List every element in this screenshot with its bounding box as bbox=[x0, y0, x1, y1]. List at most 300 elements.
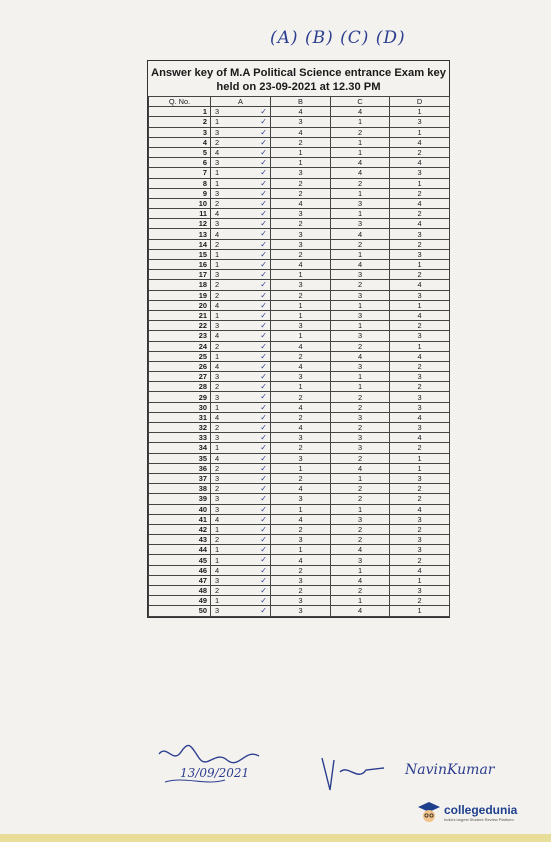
cell-b: 3 bbox=[271, 321, 331, 331]
tick-icon: ✓ bbox=[260, 555, 267, 565]
cell-b: 1 bbox=[271, 158, 331, 168]
cell-d: 2 bbox=[390, 382, 450, 392]
logo-tagline: India's largest Student Review Platform bbox=[444, 816, 514, 822]
table-row bbox=[149, 310, 450, 320]
answer-value: 3 bbox=[215, 575, 220, 585]
answer-value: 1 bbox=[215, 402, 220, 412]
cell-d: 1 bbox=[390, 575, 450, 585]
tick-icon: ✓ bbox=[260, 310, 267, 320]
answer-value: 4 bbox=[215, 361, 220, 371]
cell-c: 2 bbox=[331, 127, 390, 137]
cell-c: 3 bbox=[331, 198, 390, 208]
cell-c: 2 bbox=[331, 535, 390, 545]
cell-a bbox=[211, 300, 271, 310]
tick-icon: ✓ bbox=[260, 321, 267, 331]
cell-d: 2 bbox=[390, 443, 450, 453]
cell-d: 2 bbox=[390, 209, 450, 219]
table-row bbox=[149, 209, 450, 219]
answer-value: 3 bbox=[215, 107, 220, 117]
header-c: C bbox=[331, 97, 390, 107]
cell-d: 1 bbox=[390, 341, 450, 351]
tick-icon: ✓ bbox=[260, 249, 267, 259]
cell-d: 3 bbox=[390, 535, 450, 545]
cell-b: 1 bbox=[271, 382, 331, 392]
table-row bbox=[149, 239, 450, 249]
tick-icon: ✓ bbox=[260, 361, 267, 371]
cell-d: 3 bbox=[390, 249, 450, 259]
cell-b: 2 bbox=[271, 290, 331, 300]
cell-c: 3 bbox=[331, 514, 390, 524]
answer-value: 4 bbox=[215, 514, 220, 524]
cell-b: 3 bbox=[271, 494, 331, 504]
answer-value: 2 bbox=[215, 423, 220, 433]
cell-c: 3 bbox=[331, 331, 390, 341]
cell-b: 4 bbox=[271, 107, 331, 117]
cell-qno: 19 bbox=[149, 290, 211, 300]
answer-value: 4 bbox=[215, 148, 220, 158]
cell-a bbox=[211, 423, 271, 433]
answer-value: 4 bbox=[215, 300, 220, 310]
cell-a bbox=[211, 433, 271, 443]
table-row bbox=[149, 463, 450, 473]
cell-d: 4 bbox=[390, 219, 450, 229]
answer-value: 1 bbox=[215, 545, 220, 555]
answer-value: 2 bbox=[215, 382, 220, 392]
table-row bbox=[149, 260, 450, 270]
header-a: A bbox=[211, 97, 271, 107]
table-row bbox=[149, 361, 450, 371]
cell-c: 4 bbox=[331, 158, 390, 168]
cell-a bbox=[211, 565, 271, 575]
cell-qno: 2 bbox=[149, 117, 211, 127]
cell-qno: 7 bbox=[149, 168, 211, 178]
table-row bbox=[149, 249, 450, 259]
cell-d: 4 bbox=[390, 137, 450, 147]
cell-d: 2 bbox=[390, 239, 450, 249]
table-row bbox=[149, 127, 450, 137]
tick-icon: ✓ bbox=[260, 300, 267, 310]
answer-value: 4 bbox=[215, 229, 220, 239]
cell-qno: 38 bbox=[149, 484, 211, 494]
answer-value: 3 bbox=[215, 188, 220, 198]
cell-c: 2 bbox=[331, 453, 390, 463]
cell-qno: 18 bbox=[149, 280, 211, 290]
cell-b: 3 bbox=[271, 239, 331, 249]
tick-icon: ✓ bbox=[260, 412, 267, 422]
cell-qno: 41 bbox=[149, 514, 211, 524]
answer-key-sheet bbox=[147, 60, 450, 618]
tick-icon: ✓ bbox=[260, 198, 267, 208]
cell-a bbox=[211, 453, 271, 463]
cell-qno: 49 bbox=[149, 596, 211, 606]
cell-qno: 34 bbox=[149, 443, 211, 453]
cell-a bbox=[211, 239, 271, 249]
answer-value: 2 bbox=[215, 280, 220, 290]
cell-a bbox=[211, 586, 271, 596]
cell-a bbox=[211, 494, 271, 504]
table-row bbox=[149, 484, 450, 494]
table-row bbox=[149, 392, 450, 402]
cell-a bbox=[211, 260, 271, 270]
answer-value: 2 bbox=[215, 198, 220, 208]
cell-b: 1 bbox=[271, 147, 331, 157]
cell-qno: 37 bbox=[149, 473, 211, 483]
answer-value: 3 bbox=[215, 494, 220, 504]
tick-icon: ✓ bbox=[260, 107, 267, 117]
cell-d: 2 bbox=[390, 484, 450, 494]
cell-a bbox=[211, 463, 271, 473]
cell-b: 3 bbox=[271, 117, 331, 127]
answer-value: 1 bbox=[215, 168, 220, 178]
cell-d: 3 bbox=[390, 117, 450, 127]
cell-qno: 12 bbox=[149, 219, 211, 229]
cell-c: 2 bbox=[331, 239, 390, 249]
cell-b: 2 bbox=[271, 443, 331, 453]
answer-value: 1 bbox=[215, 524, 220, 534]
tick-icon: ✓ bbox=[260, 524, 267, 534]
cell-qno: 15 bbox=[149, 249, 211, 259]
tick-icon: ✓ bbox=[260, 504, 267, 514]
table-row bbox=[149, 198, 450, 208]
cell-qno: 31 bbox=[149, 412, 211, 422]
cell-a bbox=[211, 178, 271, 188]
cell-a bbox=[211, 443, 271, 453]
cell-b: 2 bbox=[271, 249, 331, 259]
cell-d: 3 bbox=[390, 514, 450, 524]
cell-b: 2 bbox=[271, 412, 331, 422]
table-row bbox=[149, 504, 450, 514]
signature-date: 13/09/2021 bbox=[180, 766, 250, 780]
cell-b: 1 bbox=[271, 270, 331, 280]
table-row bbox=[149, 351, 450, 361]
table-row bbox=[149, 606, 450, 616]
cell-c: 1 bbox=[331, 249, 390, 259]
cell-c: 4 bbox=[331, 463, 390, 473]
table-row bbox=[149, 555, 450, 565]
cell-qno: 22 bbox=[149, 321, 211, 331]
answer-value: 3 bbox=[215, 158, 220, 168]
cell-a bbox=[211, 249, 271, 259]
cell-c: 2 bbox=[331, 494, 390, 504]
cell-a bbox=[211, 402, 271, 412]
cell-a bbox=[211, 321, 271, 331]
cell-d: 4 bbox=[390, 412, 450, 422]
cell-d: 4 bbox=[390, 504, 450, 514]
tick-icon: ✓ bbox=[260, 209, 267, 219]
cell-a bbox=[211, 504, 271, 514]
cell-qno: 46 bbox=[149, 565, 211, 575]
table-row bbox=[149, 219, 450, 229]
cell-b: 4 bbox=[271, 127, 331, 137]
cell-b: 1 bbox=[271, 504, 331, 514]
cell-c: 3 bbox=[331, 270, 390, 280]
cell-a bbox=[211, 290, 271, 300]
table-row bbox=[149, 433, 450, 443]
table-row bbox=[149, 147, 450, 157]
answer-value: 2 bbox=[215, 290, 220, 300]
cell-b: 4 bbox=[271, 402, 331, 412]
table-row bbox=[149, 168, 450, 178]
tick-icon: ✓ bbox=[260, 596, 267, 606]
table-row bbox=[149, 575, 450, 585]
cell-qno: 45 bbox=[149, 555, 211, 565]
cell-a bbox=[211, 270, 271, 280]
cell-b: 2 bbox=[271, 188, 331, 198]
table-row bbox=[149, 402, 450, 412]
header-d: D bbox=[390, 97, 450, 107]
cell-a bbox=[211, 341, 271, 351]
answer-value: 2 bbox=[215, 484, 220, 494]
answer-value: 4 bbox=[215, 209, 220, 219]
title-line-2: held on 23-09-2021 at 12.30 PM bbox=[216, 81, 381, 93]
answer-value: 3 bbox=[215, 270, 220, 280]
cell-a bbox=[211, 168, 271, 178]
answer-value: 2 bbox=[215, 463, 220, 473]
cell-qno: 33 bbox=[149, 433, 211, 443]
table-row bbox=[149, 565, 450, 575]
cell-a bbox=[211, 535, 271, 545]
cell-c: 1 bbox=[331, 188, 390, 198]
cell-c: 1 bbox=[331, 596, 390, 606]
cell-a bbox=[211, 127, 271, 137]
graduate-icon bbox=[417, 800, 441, 824]
cell-qno: 27 bbox=[149, 372, 211, 382]
cell-c: 1 bbox=[331, 372, 390, 382]
tick-icon: ✓ bbox=[260, 331, 267, 341]
cell-b: 2 bbox=[271, 473, 331, 483]
tick-icon: ✓ bbox=[260, 423, 267, 432]
cell-c: 4 bbox=[331, 229, 390, 239]
cell-d: 1 bbox=[390, 107, 450, 117]
table-row bbox=[149, 178, 450, 188]
table-row bbox=[149, 535, 450, 545]
cell-b: 4 bbox=[271, 423, 331, 433]
tick-icon: ✓ bbox=[260, 433, 267, 443]
cell-b: 3 bbox=[271, 280, 331, 290]
cell-a bbox=[211, 545, 271, 555]
table-row bbox=[149, 586, 450, 596]
tick-icon: ✓ bbox=[260, 586, 267, 595]
cell-a bbox=[211, 158, 271, 168]
tick-icon: ✓ bbox=[260, 463, 267, 473]
cell-c: 3 bbox=[331, 412, 390, 422]
tick-icon: ✓ bbox=[260, 188, 267, 198]
cell-c: 1 bbox=[331, 147, 390, 157]
cell-c: 2 bbox=[331, 484, 390, 494]
answer-value: 1 bbox=[215, 351, 220, 361]
cell-b: 4 bbox=[271, 555, 331, 565]
cell-qno: 6 bbox=[149, 158, 211, 168]
answer-value: 3 bbox=[215, 127, 220, 137]
table-row bbox=[149, 137, 450, 147]
cell-b: 3 bbox=[271, 453, 331, 463]
cell-c: 1 bbox=[331, 209, 390, 219]
table-body bbox=[149, 107, 450, 616]
cell-d: 3 bbox=[390, 586, 450, 596]
cell-qno: 35 bbox=[149, 453, 211, 463]
logo-name: collegedunia bbox=[444, 802, 518, 817]
cell-qno: 5 bbox=[149, 147, 211, 157]
cell-d: 4 bbox=[390, 310, 450, 320]
tick-icon: ✓ bbox=[260, 127, 267, 137]
cell-d: 2 bbox=[390, 361, 450, 371]
table-row bbox=[149, 331, 450, 341]
answer-value: 3 bbox=[215, 392, 220, 402]
table-row bbox=[149, 188, 450, 198]
cell-d: 2 bbox=[390, 596, 450, 606]
cell-a bbox=[211, 107, 271, 117]
cell-d: 1 bbox=[390, 178, 450, 188]
answer-value: 4 bbox=[215, 331, 220, 341]
cell-b: 1 bbox=[271, 463, 331, 473]
tick-icon: ✓ bbox=[260, 402, 267, 412]
cell-d: 3 bbox=[390, 402, 450, 412]
cell-d: 3 bbox=[390, 372, 450, 382]
cell-c: 2 bbox=[331, 392, 390, 402]
table-row bbox=[149, 372, 450, 382]
cell-a bbox=[211, 219, 271, 229]
cell-a bbox=[211, 555, 271, 565]
answer-value: 4 bbox=[215, 453, 220, 463]
table-row bbox=[149, 341, 450, 351]
cell-a bbox=[211, 188, 271, 198]
tick-icon: ✓ bbox=[260, 494, 267, 504]
cell-a bbox=[211, 198, 271, 208]
signature-scribble-2 bbox=[318, 752, 388, 802]
cell-c: 4 bbox=[331, 575, 390, 585]
cell-a bbox=[211, 575, 271, 585]
answer-value: 1 bbox=[215, 311, 220, 321]
cell-d: 3 bbox=[390, 229, 450, 239]
cell-b: 4 bbox=[271, 260, 331, 270]
cell-qno: 1 bbox=[149, 107, 211, 117]
cell-c: 2 bbox=[331, 423, 390, 433]
cell-qno: 21 bbox=[149, 310, 211, 320]
cell-d: 3 bbox=[390, 423, 450, 433]
cell-c: 2 bbox=[331, 341, 390, 351]
tick-icon: ✓ bbox=[260, 535, 267, 545]
answer-value: 3 bbox=[215, 219, 220, 229]
cell-d: 4 bbox=[390, 158, 450, 168]
cell-c: 2 bbox=[331, 280, 390, 290]
cell-qno: 20 bbox=[149, 300, 211, 310]
table-row bbox=[149, 321, 450, 331]
cell-qno: 10 bbox=[149, 198, 211, 208]
table-row bbox=[149, 270, 450, 280]
answer-value: 3 bbox=[215, 433, 220, 443]
table-row bbox=[149, 443, 450, 453]
cell-a bbox=[211, 310, 271, 320]
cell-a bbox=[211, 280, 271, 290]
cell-c: 3 bbox=[331, 219, 390, 229]
cell-qno: 39 bbox=[149, 494, 211, 504]
tick-icon: ✓ bbox=[260, 147, 267, 157]
cell-b: 2 bbox=[271, 586, 331, 596]
cell-qno: 40 bbox=[149, 504, 211, 514]
cell-b: 3 bbox=[271, 229, 331, 239]
tick-icon: ✓ bbox=[260, 158, 267, 168]
tick-icon: ✓ bbox=[260, 514, 267, 524]
cell-b: 4 bbox=[271, 514, 331, 524]
table-row bbox=[149, 158, 450, 168]
cell-d: 1 bbox=[390, 260, 450, 270]
table-row bbox=[149, 117, 450, 127]
tick-icon: ✓ bbox=[260, 351, 267, 361]
cell-a bbox=[211, 473, 271, 483]
cell-d: 2 bbox=[390, 494, 450, 504]
cell-a bbox=[211, 351, 271, 361]
cell-d: 3 bbox=[390, 168, 450, 178]
collegedunia-logo bbox=[417, 800, 517, 824]
table-row bbox=[149, 596, 450, 606]
cell-c: 2 bbox=[331, 402, 390, 412]
tick-icon: ✓ bbox=[260, 229, 267, 239]
cell-qno: 43 bbox=[149, 535, 211, 545]
answer-value: 3 bbox=[215, 504, 220, 514]
answer-value: 2 bbox=[215, 341, 220, 351]
cell-d: 2 bbox=[390, 270, 450, 280]
answer-key-title bbox=[148, 61, 449, 96]
cell-d: 3 bbox=[390, 473, 450, 483]
answer-value: 1 bbox=[215, 178, 220, 188]
cell-c: 1 bbox=[331, 504, 390, 514]
cell-b: 2 bbox=[271, 524, 331, 534]
table-row bbox=[149, 423, 450, 433]
tick-icon: ✓ bbox=[260, 219, 267, 229]
tick-icon: ✓ bbox=[260, 372, 267, 382]
table-row bbox=[149, 473, 450, 483]
table-row bbox=[149, 545, 450, 555]
cell-b: 2 bbox=[271, 137, 331, 147]
tick-icon: ✓ bbox=[260, 137, 267, 147]
cell-c: 3 bbox=[331, 361, 390, 371]
cell-b: 3 bbox=[271, 606, 331, 616]
cell-a bbox=[211, 117, 271, 127]
tick-icon: ✓ bbox=[260, 453, 267, 463]
cell-d: 2 bbox=[390, 524, 450, 534]
answer-value: 4 bbox=[215, 565, 220, 575]
header-b: B bbox=[271, 97, 331, 107]
cell-c: 3 bbox=[331, 443, 390, 453]
cell-b: 1 bbox=[271, 331, 331, 341]
cell-qno: 23 bbox=[149, 331, 211, 341]
cell-b: 4 bbox=[271, 484, 331, 494]
cell-c: 1 bbox=[331, 300, 390, 310]
cell-b: 3 bbox=[271, 433, 331, 443]
cell-d: 1 bbox=[390, 463, 450, 473]
cell-b: 3 bbox=[271, 596, 331, 606]
cell-b: 2 bbox=[271, 351, 331, 361]
cell-qno: 8 bbox=[149, 178, 211, 188]
cell-c: 3 bbox=[331, 555, 390, 565]
cell-c: 4 bbox=[331, 107, 390, 117]
cell-d: 1 bbox=[390, 300, 450, 310]
table-row bbox=[149, 229, 450, 239]
answer-value: 1 bbox=[215, 249, 220, 259]
cell-qno: 13 bbox=[149, 229, 211, 239]
table-header-row bbox=[149, 97, 450, 107]
cell-a bbox=[211, 606, 271, 616]
cell-c: 2 bbox=[331, 586, 390, 596]
table-row bbox=[149, 524, 450, 534]
cell-a bbox=[211, 372, 271, 382]
cell-c: 4 bbox=[331, 168, 390, 178]
cell-qno: 47 bbox=[149, 575, 211, 585]
cell-c: 3 bbox=[331, 310, 390, 320]
table-row bbox=[149, 290, 450, 300]
cell-c: 2 bbox=[331, 178, 390, 188]
cell-a bbox=[211, 229, 271, 239]
